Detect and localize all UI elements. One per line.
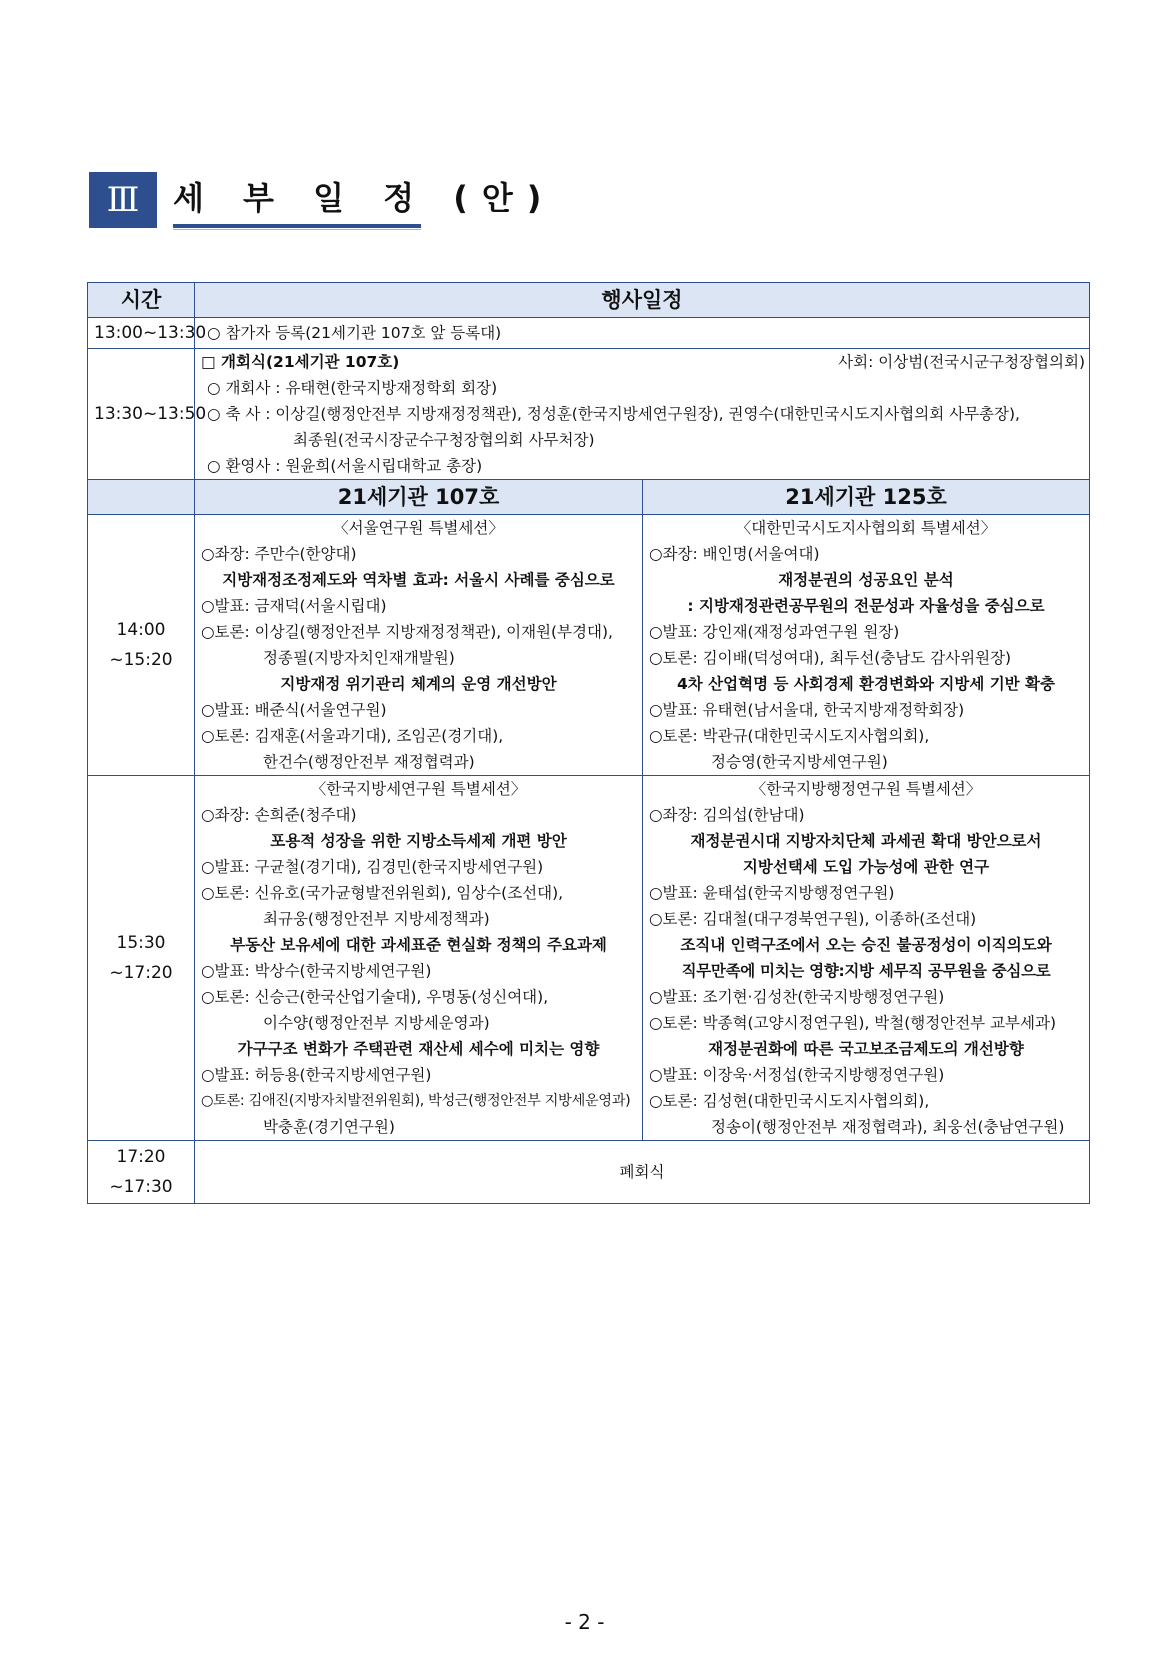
discussant-line: 한건수(행정안전부 재정협력과) [263, 753, 475, 771]
session1-row [88, 515, 1090, 776]
opening-line: ○ 개회사 : 유태현(한국지방재정학회 회장) [207, 379, 498, 397]
registration-time: 13:00~13:30 [88, 318, 195, 349]
opening-time: 13:30~13:50 [88, 349, 195, 480]
opening-line: ○ 환영사 : 원윤희(서울시립대학교 총장) [207, 457, 483, 475]
paper-title: 지방재정 위기관리 체계의 운영 개선방안 [280, 675, 557, 693]
rooms-header-blank [88, 480, 195, 515]
paper-title: 가구구조 변화가 주택관련 재산세 세수에 미치는 영향 [237, 1040, 600, 1058]
paper-title: 부동산 보유세에 대한 과세표준 현실화 정책의 주요과제 [230, 936, 607, 954]
schedule-table [87, 282, 1090, 1204]
closing-text: 폐회식 [195, 1141, 1090, 1204]
discussant-line: ○토론: 박관규(대한민국시도지사협의회), [649, 727, 930, 745]
opening-row [88, 349, 1090, 480]
chair-line: ○좌장: 주만수(한양대) [201, 545, 357, 563]
discussant-line: ○토론: 김성현(대한민국시도지사협의회), [649, 1092, 930, 1110]
discussant-line: 정종필(지방자치인재개발원) [263, 649, 455, 667]
chair-line: ○좌장: 배인명(서울여대) [649, 545, 820, 563]
paper-title: 지방선택세 도입 가능성에 관한 연구 [742, 858, 990, 876]
closing-row [88, 1141, 1090, 1204]
opening-content [195, 349, 1090, 480]
discussant-line: 최규웅(행정안전부 지방세정책과) [263, 910, 490, 928]
header-time: 시간 [88, 283, 195, 318]
paper-title: 재정분권화에 따른 국고보조금제도의 개선방향 [708, 1040, 1024, 1058]
closing-time: 17:20 ~17:30 [88, 1141, 195, 1204]
session-title: 〈서울연구원 특별세션〉 [333, 519, 504, 537]
discussant-line: ○토론: 김재훈(서울과기대), 조임곤(경기대), [201, 727, 504, 745]
presenter-line: ○발표: 조기현·김성찬(한국지방행정연구원) [649, 988, 945, 1006]
opening-title: □ 개회식(21세기관 107호) [201, 353, 400, 371]
discussant-line: ○토론: 이상길(행정안전부 지방재정정책관), 이재원(부경대), [201, 623, 613, 641]
paper-title: 지방재정조정제도와 역차별 효과: 서울시 사례를 중심으로 [222, 571, 615, 589]
session1-time: 14:00 ~15:20 [88, 515, 195, 776]
opening-moderator: 사회: 이상범(전국시군구청장협의회) [838, 353, 1085, 371]
presenter-line: ○발표: 금재덕(서울시립대) [201, 597, 387, 615]
title-underline-thin [173, 229, 421, 230]
session-title: 〈대한민국시도지사협의회 특별세션〉 [735, 519, 997, 537]
presenter-line: ○발표: 강인재(재정성과연구원 원장) [649, 623, 900, 641]
session2-left [195, 776, 643, 1141]
table-header-row [88, 283, 1090, 318]
paper-title: 4차 산업혁명 등 사회경제 환경변화와 지방세 기반 확충 [677, 675, 1055, 693]
chair-line: ○좌장: 김의섭(한남대) [649, 806, 805, 824]
discussant-line: 정송이(행정안전부 재정협력과), 최웅선(충남연구원) [711, 1118, 1065, 1136]
room-right: 21세기관 125호 [643, 480, 1090, 515]
session2-time: 15:30 ~17:20 [88, 776, 195, 1141]
registration-text: ○ 참가자 등록(21세기관 107호 앞 등록대) [195, 318, 1090, 349]
opening-line: ○ 축 사 : 이상길(행정안전부 지방재정정책관), 정성훈(한국지방세연구원장), 권영수(대한민국시도지사협의회 사무총장), [207, 405, 1020, 423]
presenter-line: ○발표: 이장욱·서정섭(한국지방행정연구원) [649, 1066, 945, 1084]
paper-title: 재정분권시대 지방자치단체 과세권 확대 방안으로서 [690, 832, 1042, 850]
presenter-line: ○발표: 유태현(남서울대, 한국지방재정학회장) [649, 701, 965, 719]
discussant-line: ○토론: 박종혁(고양시정연구원), 박철(행정안전부 교부세과) [649, 1014, 1057, 1032]
section-number-badge: Ⅲ [89, 172, 157, 228]
session2-right [643, 776, 1090, 1141]
chair-line: ○좌장: 손희준(청주대) [201, 806, 357, 824]
session-title: 〈한국지방세연구원 특별세션〉 [310, 780, 527, 798]
rooms-header-row [88, 480, 1090, 515]
session-title: 〈한국지방행정연구원 특별세션〉 [750, 780, 982, 798]
session2-row [88, 776, 1090, 1141]
presenter-line: ○발표: 구균철(경기대), 김경민(한국지방세연구원) [201, 858, 544, 876]
discussant-line: ○토론: 신유호(국가균형발전위원회), 임상수(조선대), [201, 884, 564, 902]
discussant-line: 이수양(행정안전부 지방세운영과) [263, 1014, 490, 1032]
presenter-line: ○발표: 배준식(서울연구원) [201, 701, 387, 719]
paper-title: 포용적 성장을 위한 지방소득세제 개편 방안 [270, 832, 567, 850]
title-underline [173, 224, 421, 228]
session1-left [195, 515, 643, 776]
section-title: 세 부 일 정 (안) [173, 179, 556, 217]
discussant-line: ○토론: 김이배(덕성여대), 최두선(충남도 감사위원장) [649, 649, 1012, 667]
paper-title: : 지방재정관련공무원의 전문성과 자율성을 중심으로 [687, 597, 1045, 615]
discussant-line: ○토론: 김대철(대구경북연구원), 이종하(조선대) [649, 910, 977, 928]
header-schedule: 행사일정 [195, 283, 1090, 318]
room-left: 21세기관 107호 [195, 480, 643, 515]
discussant-line: 정승영(한국지방세연구원) [711, 753, 888, 771]
session1-right [643, 515, 1090, 776]
paper-title: 재정분권의 성공요인 분석 [778, 571, 954, 589]
discussant-line: ○토론: 신승근(한국산업기술대), 우명동(성신여대), [201, 988, 549, 1006]
discussant-line: ○토론: 김애진(지방자치발전위원회), 박성근(행정안전부 지방세운영과) [201, 1093, 631, 1109]
paper-title: 직무만족에 미치는 영향:지방 세무직 공무원을 중심으로 [681, 962, 1051, 980]
presenter-line: ○발표: 허등용(한국지방세연구원) [201, 1066, 432, 1084]
presenter-line: ○발표: 윤태섭(한국지방행정연구원) [649, 884, 895, 902]
opening-line: 최종원(전국시장군수구청장협의회 사무처장) [293, 431, 595, 449]
paper-title: 조직내 인력구조에서 오는 승진 불공정성이 이직의도와 [680, 936, 1052, 954]
presenter-line: ○발표: 박상수(한국지방세연구원) [201, 962, 432, 980]
page-number: - 2 - [564, 1610, 605, 1634]
discussant-line: 박충훈(경기연구원) [263, 1118, 395, 1136]
registration-row [88, 318, 1090, 349]
